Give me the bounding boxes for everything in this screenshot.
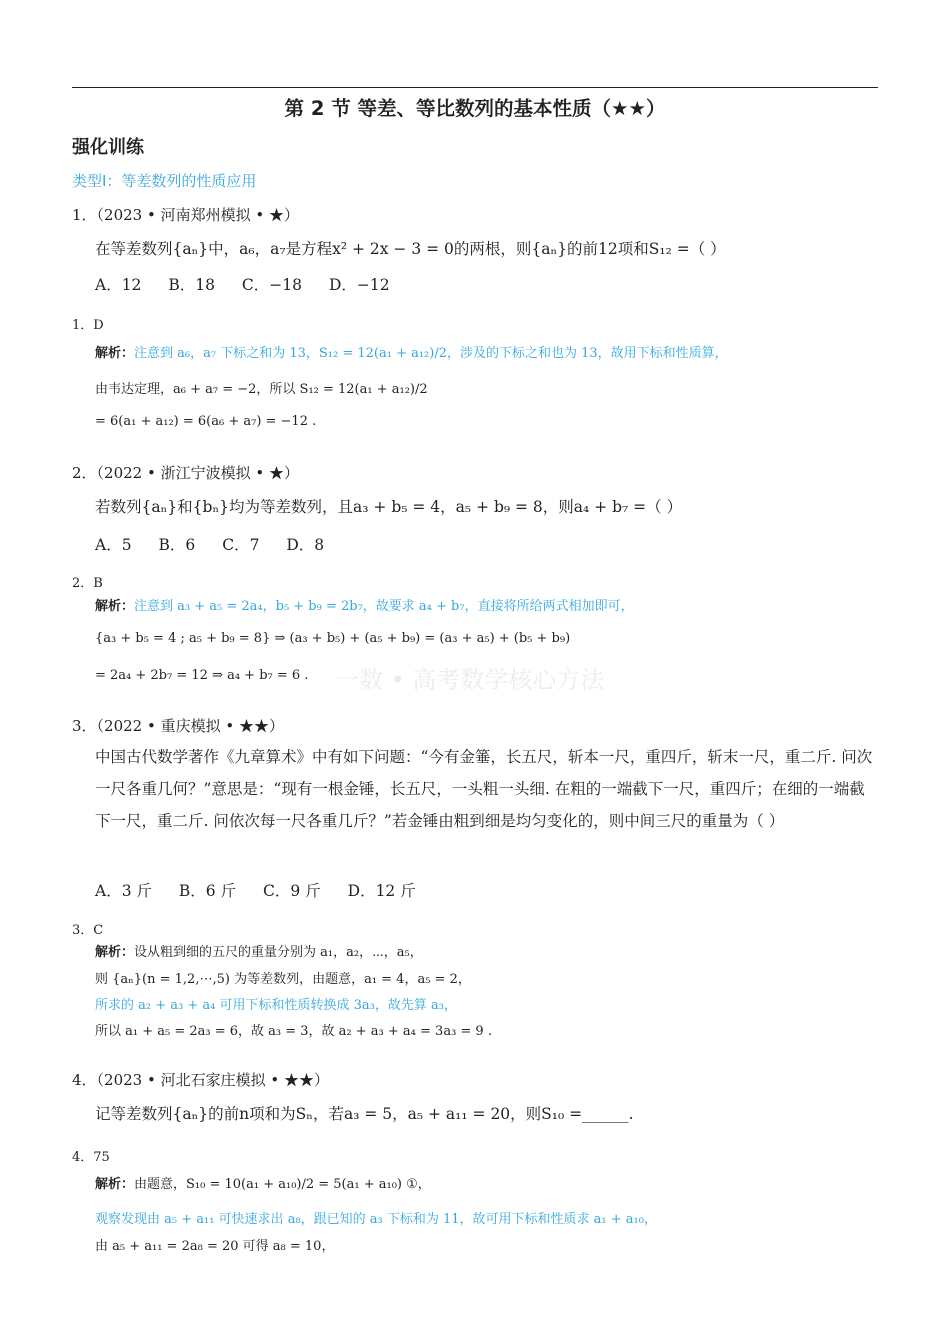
solution-2-line-1 bbox=[95, 595, 634, 614]
question-1-text: 在等差数列{aₙ}中，a₆，a₇是方程x² + 2x − 3 = 0的两根，则{aₙ}的前12项和S₁₂ =（ ） bbox=[95, 240, 726, 258]
solution-3-line-1 bbox=[95, 941, 423, 960]
section-title: 第 2 节 等差、等比数列的基本性质（★★） bbox=[284, 97, 666, 120]
option: A．12 bbox=[95, 276, 142, 294]
solution-text: 由题意，S₁₀ = 10(a₁ + a₁₀)/2 = 5(a₁ + a₁₀) ①， bbox=[134, 1177, 431, 1192]
option: C．9 斤 bbox=[263, 882, 321, 900]
solution-4-line-3: 由 a₅ + a₁₁ = 2a₈ = 20 可得 a₈ = 10， bbox=[95, 1239, 335, 1254]
answer-2: 2．B bbox=[72, 576, 103, 591]
solution-3-line-3: 所求的 a₂ + a₃ + a₄ 可用下标和性质转换成 3a₃，故先算 a₃， bbox=[95, 998, 457, 1013]
solution-1-line-1 bbox=[95, 342, 728, 361]
question-4-text: 记等差数列{aₙ}的前n项和为Sₙ，若a₃ = 5，a₅ + a₁₁ = 20，则S₁₀ =______. bbox=[95, 1105, 634, 1123]
header-rule bbox=[72, 87, 878, 88]
solution-1-line-3: = 6(a₁ + a₁₂) = 6(a₆ + a₇) = −12 . bbox=[95, 414, 317, 429]
solution-text: 设从粗到细的五尺的重量分别为 a₁，a₂，⋯，a₅， bbox=[134, 945, 423, 960]
option: C．−18 bbox=[241, 276, 302, 294]
solution-hint: 注意到 a₃ + a₅ = 2a₄，b₅ + b₉ = 2b₇，故要求 a₄ + b₇，直接将所给两式相加即可， bbox=[134, 599, 634, 614]
solution-label: 解析： bbox=[95, 945, 135, 960]
solution-1-line-2: 由韦达定理，a₆ + a₇ = −2，所以 S₁₂ = 12(a₁ + a₁₂)/2 bbox=[95, 382, 428, 397]
option: D．12 斤 bbox=[347, 882, 416, 900]
solution-label: 解析： bbox=[95, 346, 135, 361]
question-1-head: 1．（2023 • 河南郑州模拟 • ★） bbox=[72, 206, 299, 224]
question-4-head: 4．（2023 • 河北石家庄模拟 • ★★） bbox=[72, 1071, 329, 1089]
option: D．−12 bbox=[328, 276, 390, 294]
solution-2-line-3: = 2a₄ + 2b₇ = 12 ⇒ a₄ + b₇ = 6 . bbox=[95, 668, 309, 683]
option: A．3 斤 bbox=[95, 882, 152, 900]
option: B．6 bbox=[158, 536, 196, 554]
question-3-text: 中国古代数学著作《九章算术》中有如下问题：“今有金箠，长五尺，斩本一尺，重四斤，斩末一尺，重二斤. 问次一尺各重几何？”意思是：“现有一根金锤，长五尺，一头粗一头细. 在粗的一端截下一尺，重四斤；在细的一端截下一尺，重二斤. 问依次每一尺各重几斤？”若金锤由粗到细是均匀变化的，则中间三尺的重量为（ ） bbox=[95, 748, 873, 830]
solution-3-line-4: 所以 a₁ + a₅ = 2a₃ = 6，故 a₃ = 3，故 a₂ + a₃ + a₄ = 3a₃ = 9 . bbox=[95, 1024, 492, 1039]
solution-3-line-2: 则 {aₙ}(n = 1,2,⋯,5) 为等差数列，由题意，a₁ = 4，a₅ = 2， bbox=[95, 972, 471, 987]
solution-hint: 注意到 a₆，a₇ 下标之和为 13，S₁₂ = 12(a₁ + a₁₂)/2，涉及的下标之和也为 13，故用下标和性质算， bbox=[134, 346, 728, 361]
solution-label: 解析： bbox=[95, 1177, 135, 1192]
option: A．5 bbox=[95, 536, 132, 554]
answer-4: 4．75 bbox=[72, 1150, 110, 1165]
option: C．7 bbox=[222, 536, 260, 554]
type-label: 类型Ⅰ：等差数列的性质应用 bbox=[72, 172, 257, 190]
question-2-options bbox=[95, 533, 346, 555]
section-heading: 强化训练 bbox=[72, 137, 144, 158]
question-3-head: 3．（2022 • 重庆模拟 • ★★） bbox=[72, 717, 284, 735]
solution-label: 解析： bbox=[95, 599, 135, 614]
answer-1: 1．D bbox=[72, 318, 104, 333]
solution-2-line-2: {a₃ + b₅ = 4 ; a₅ + b₉ = 8} ⇒ (a₃ + b₅) + (a₅ + b₉) = (a₃ + a₅) + (b₅ + b₉) bbox=[95, 631, 571, 646]
option: D．8 bbox=[286, 536, 325, 554]
answer-3: 3．C bbox=[72, 923, 104, 938]
question-3-options bbox=[95, 879, 438, 901]
solution-4-line-1 bbox=[95, 1173, 431, 1192]
question-2-text: 若数列{aₙ}和{bₙ}均为等差数列，且a₃ + b₅ = 4，a₅ + b₉ = 8，则a₄ + b₇ =（ ） bbox=[95, 498, 683, 516]
question-1-options bbox=[95, 273, 412, 295]
solution-4-line-2: 观察发现由 a₅ + a₁₁ 可快速求出 a₈，跟已知的 a₃ 下标和为 11，故可用下标和性质求 a₁ + a₁₀， bbox=[95, 1212, 657, 1227]
option: B．18 bbox=[168, 276, 215, 294]
option: B．6 斤 bbox=[178, 882, 237, 900]
question-2-head: 2．（2022 • 浙江宁波模拟 • ★） bbox=[72, 464, 299, 482]
watermark: 一数 • 高考数学核心方法 bbox=[335, 666, 605, 694]
